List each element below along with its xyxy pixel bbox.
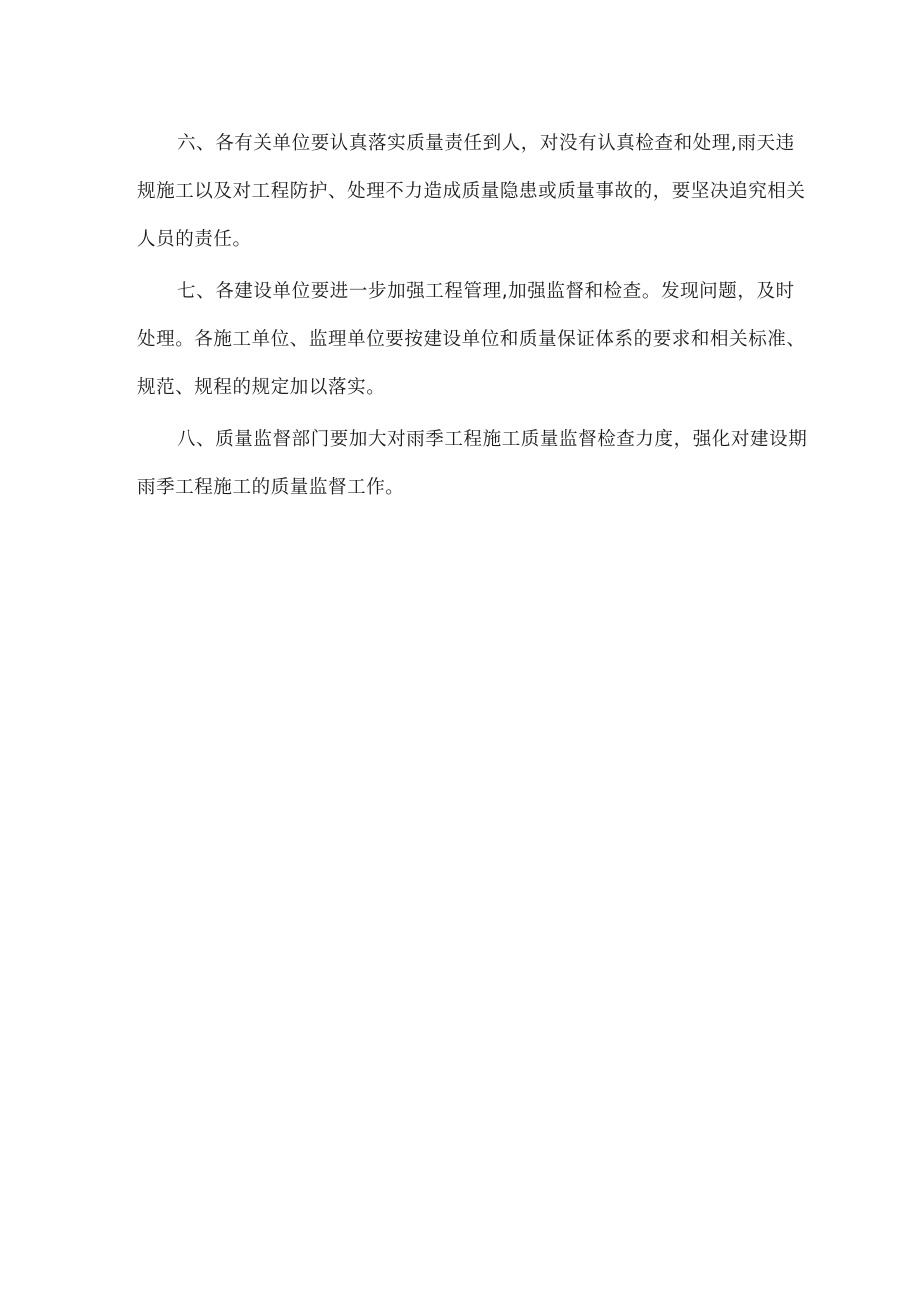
paragraph-line: 六、各有关单位要认真落实质量责任到人，对没有认真检查和处理,雨天违 [177,133,795,154]
paragraph-line: 八、质量监督部门要加大对雨季工程施工质量监督检查力度，强化对建设期 [177,429,808,450]
paragraph-eight [137,416,808,512]
paragraph-seven [137,268,806,412]
paragraph-line: 雨季工程施工的质量监督工作。 [137,477,405,498]
paragraph-line: 人员的责任。 [137,229,252,250]
paragraph-line: 处理。各施工单位、监理单位要按建设单位和质量保证体系的要求和相关标准、 [137,329,806,350]
paragraph-line: 规施工以及对工程防护、处理不力造成质量隐患或质量事故的，要坚决追究相关 [137,181,806,202]
paragraph-line: 七、各建设单位要进一步加强工程管理,加强监督和检查。发现问题，及时 [177,281,795,302]
paragraph-six [137,120,806,264]
document-body [137,120,808,516]
paragraph-line: 规范、规程的规定加以落实。 [137,377,386,398]
